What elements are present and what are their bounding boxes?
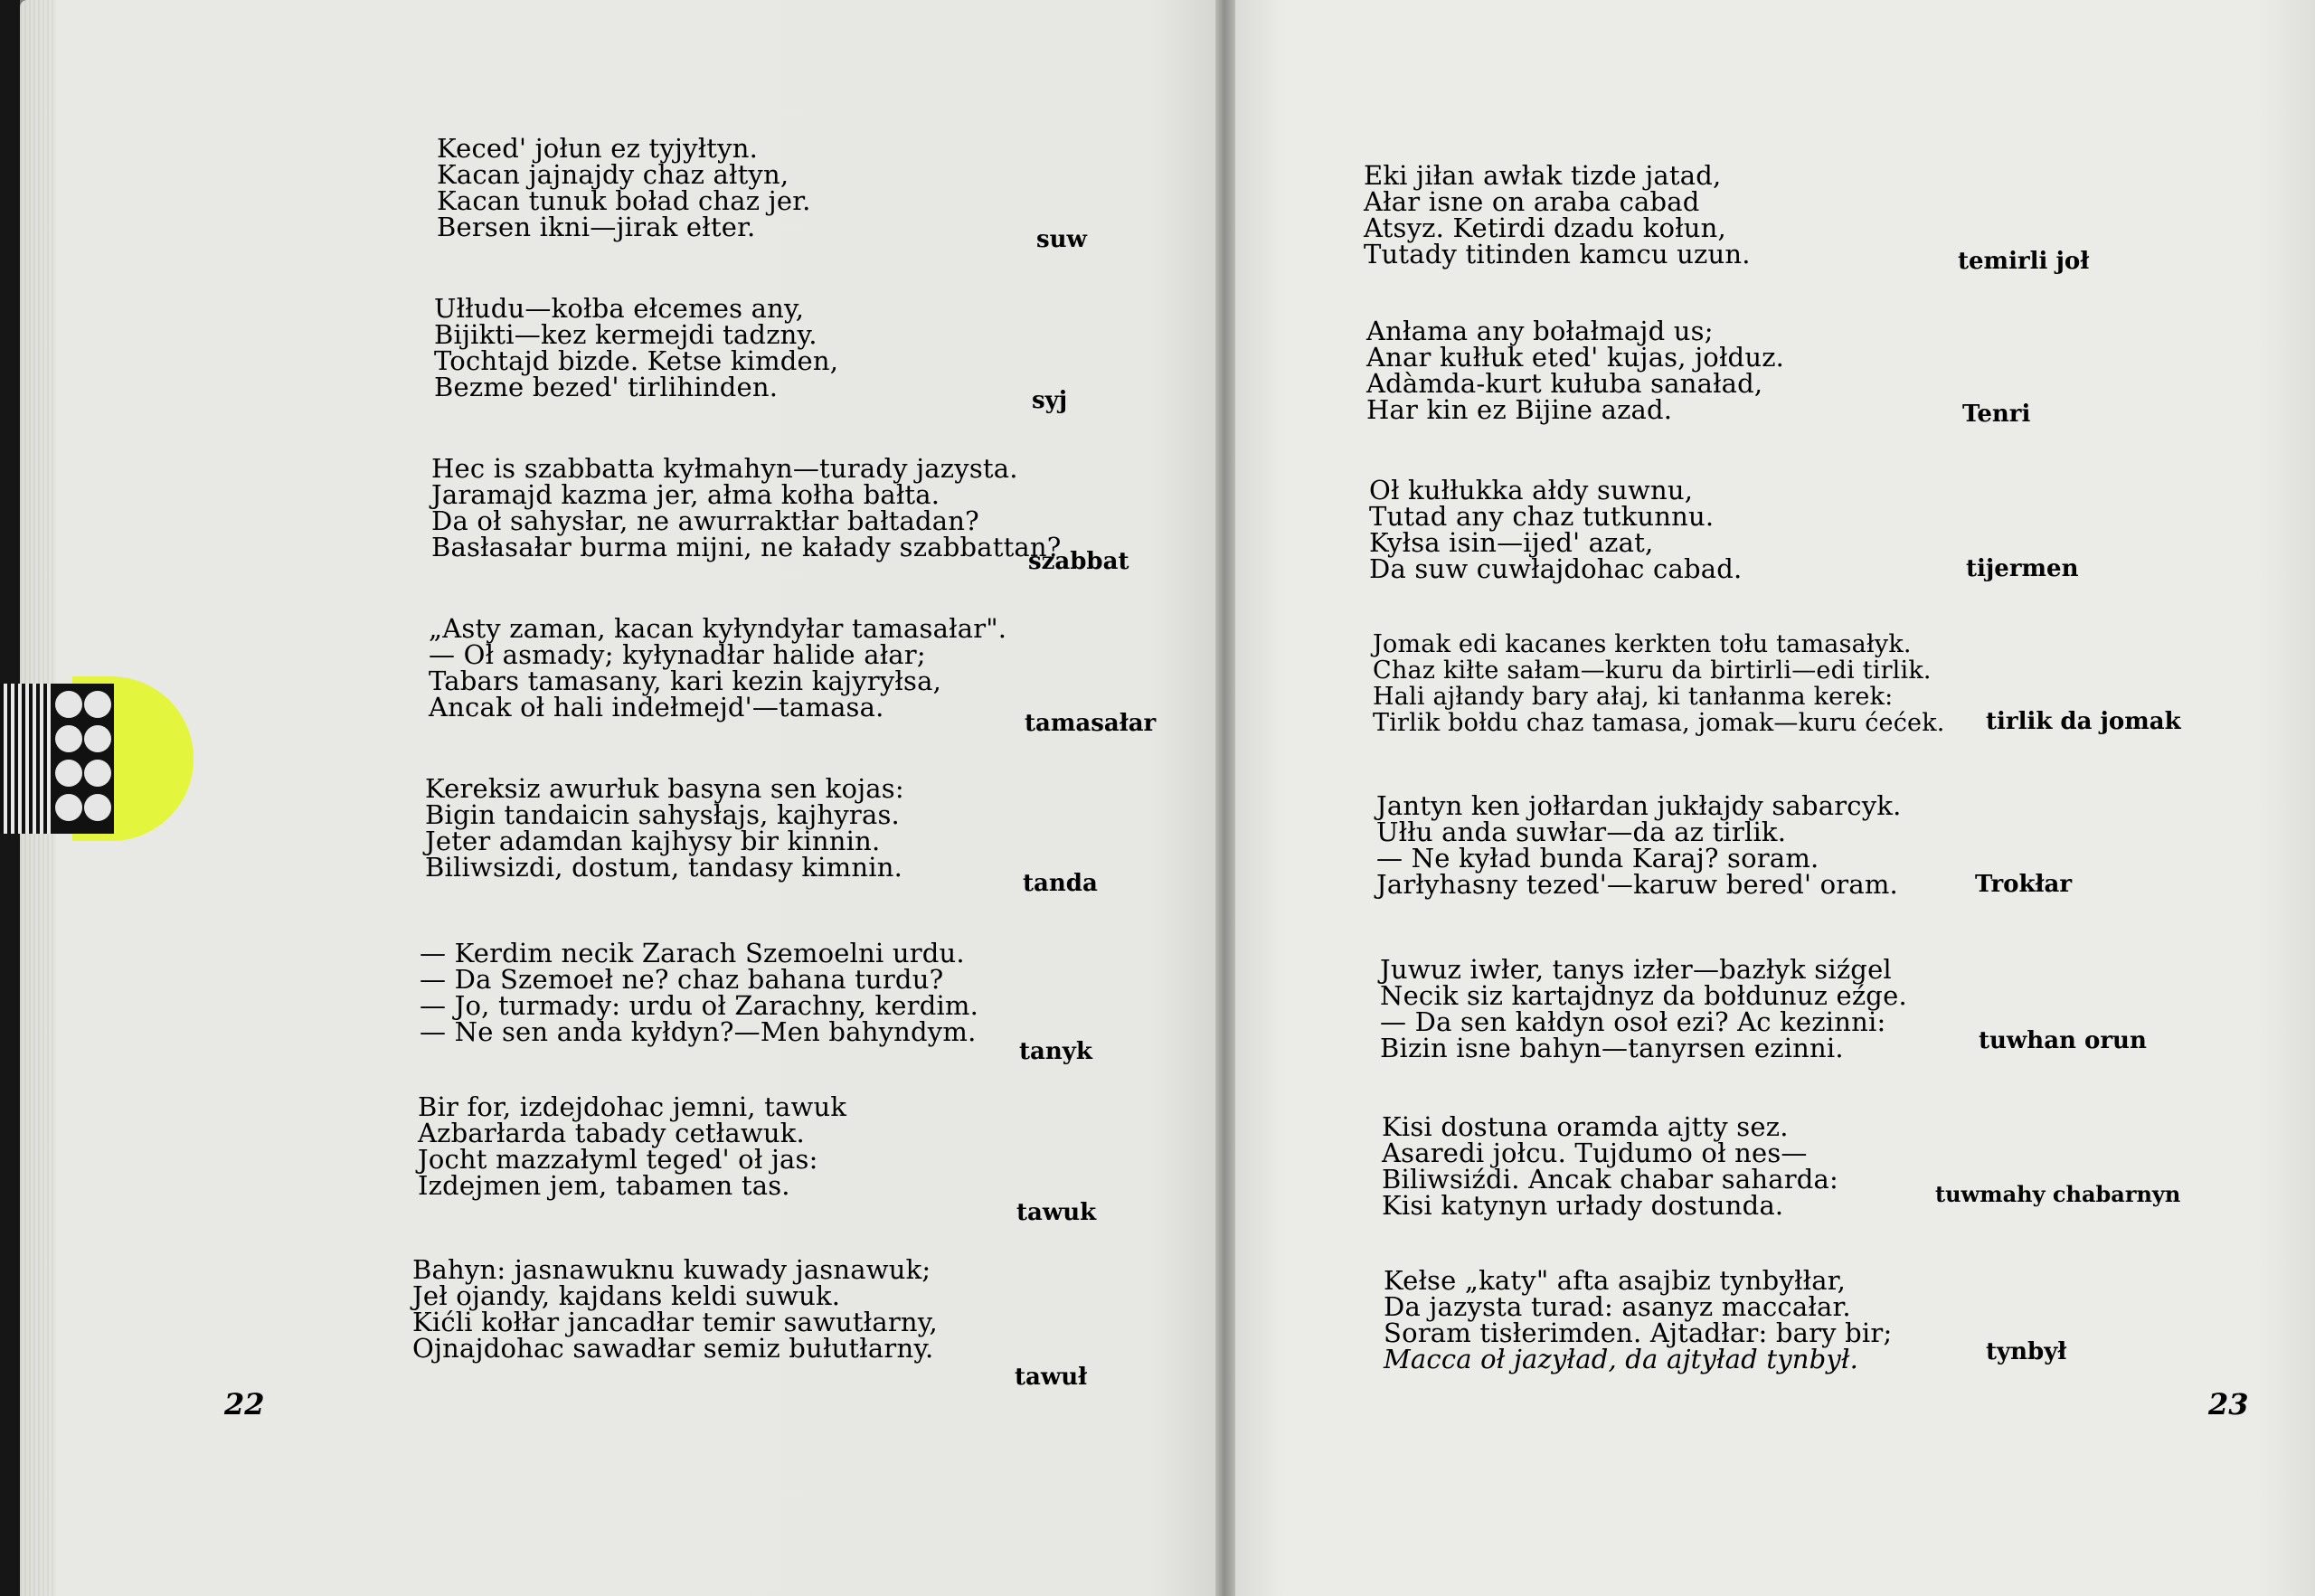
left-stanza-8	[412, 1254, 938, 1364]
verse-line: Da suw cuwłajdohac cabad.	[1369, 553, 1743, 584]
verse-line: Chaz kiłte sałam—kuru da birtirli—edi tirlik.	[1373, 656, 1932, 685]
right-stanza-4	[1373, 631, 1945, 736]
riddle-answer: tamasałar	[1025, 710, 1157, 737]
verse-line: Eki jiłan awłak tizde jatad,	[1364, 160, 1722, 191]
riddle-answer: szabbat	[1028, 548, 1129, 575]
verse-line: — Kerdim necik Zarach Szemoelni urdu.	[420, 938, 965, 968]
verse-line: Kisi katynyn urłady dostunda.	[1382, 1190, 1784, 1221]
verse-line: Kacan tunuk boład chaz jer.	[437, 185, 811, 216]
verse-line: Tutad any chaz tutkunnu.	[1369, 501, 1715, 532]
verse-line: Hec is szabbatta kyłmahyn—turady jazysta.	[431, 453, 1018, 484]
verse-line: Hali ajłandy bary ałaj, ki tanłanma kerek:	[1373, 683, 1894, 711]
left-stanza-5	[425, 773, 904, 883]
verse-line: Anar kułłuk eted' kujas, jołduz.	[1366, 342, 1785, 373]
verse-line: Biliwsiźdi. Ancak chabar saharda:	[1382, 1164, 1838, 1195]
right-stanza-5	[1376, 790, 1902, 900]
verse-line: Jarłyhasny tezed'—karuw bered' oram.	[1376, 869, 1898, 900]
verse-line: — Oł asmady; kyłynadłar halide ałar;	[429, 639, 926, 670]
riddle-answer: Tenri	[1962, 401, 2031, 428]
verse-line: Bigin tandaicin sahysłajs, kajhyras.	[425, 799, 900, 830]
verse-line: Har kin ez Bijine azad.	[1366, 394, 1673, 425]
verse-line: Bersen ikni—jirak ełter.	[437, 212, 756, 242]
riddle-answer: tijermen	[1966, 555, 2079, 582]
bookmark-stripes	[0, 684, 54, 834]
right-stanza-3	[1369, 477, 1742, 582]
verse-line: Basłasałar burma mijni, ne kaładу szabbattan?	[431, 532, 1062, 562]
verse-line: Biliwsizdi, dostum, tandasy kimnin.	[425, 852, 902, 883]
riddle-answer: Trokłar	[1975, 871, 2073, 898]
left-stanza-4	[429, 613, 1007, 722]
verse-line: Jeł ojandy, kajdans keldi suwuk.	[412, 1280, 841, 1311]
verse-line: Ancak oł hali indełmejd'—tamasa.	[429, 692, 884, 722]
verse-line: Bizin isne bahyn—tanyrsen ezinni.	[1380, 1033, 1844, 1063]
verse-line: Izdejmen jem, tabamen tas.	[418, 1170, 790, 1201]
verse-line: Soram tisłerimden. Ajtadłar: bary bir;	[1384, 1317, 1893, 1348]
riddle-answer: tuwhan orun	[1979, 1027, 2147, 1054]
riddle-answer: temirli joł	[1958, 248, 2090, 275]
verse-line: Jeter adamdan kajhysy bir kinnin.	[425, 826, 881, 856]
verse-line: Oł kułłukka ałdy suwnu,	[1369, 475, 1694, 505]
verse-line: Jocht mazzałyml teged' oł jas:	[418, 1144, 818, 1175]
verse-line: Anłama any bołałmajd us;	[1366, 316, 1714, 346]
riddle-answer: tanyk	[1019, 1038, 1092, 1065]
verse-line: Bijikti—kez kermejdi tadzny.	[434, 319, 817, 350]
verse-line: Keced' jołun ez tyjyłtyn.	[437, 133, 759, 164]
verse-line: Kićli kołłar jancadłar temir sawutłarny,	[412, 1307, 938, 1337]
verse-line: Atsyz. Ketirdi dzadu kołun,	[1364, 212, 1726, 243]
verse-line: Ułłudu—kołba ełcemes any,	[434, 293, 805, 324]
verse-line: Jantyn ken jołłardan jukłajdy sabarcyk.	[1376, 790, 1902, 821]
verse-line: Azbarłarda tabady cetławuk.	[418, 1118, 805, 1148]
right-stanza-6	[1380, 954, 1907, 1063]
bookmark[interactable]	[0, 676, 194, 841]
verse-line: Adàmda-kurt kułuba sanaład,	[1366, 368, 1763, 399]
verse-line: Necik siz kartajdnyz da bołdunuz eźge.	[1380, 980, 1907, 1011]
riddle-answer: tynbył	[1986, 1338, 2067, 1365]
right-stanza-1	[1364, 160, 1751, 269]
verse-line: Tabars tamasany, kari kezin kajyryłsa,	[429, 666, 942, 696]
verse-line: — Jo, turmady: urdu oł Zarachny, kerdim.	[420, 990, 979, 1021]
verse-line: Kereksiz awurłuk basyna sen kojas:	[425, 773, 904, 804]
riddle-answer: tanda	[1023, 870, 1098, 897]
left-stanza-7	[418, 1091, 847, 1201]
page-number-right: 23	[2208, 1387, 2249, 1421]
riddle-answer: syj	[1032, 387, 1068, 414]
verse-line: Macca oł jazyład, da ajtyład tynbył.	[1384, 1344, 1859, 1374]
left-stanza-6	[420, 940, 978, 1045]
bookmark-dot-pattern	[51, 684, 114, 834]
verse-line: Da oł sahysłar, ne awurraktłar bałtadan?	[431, 505, 979, 536]
left-stanza-1	[437, 133, 811, 242]
verse-line: Ałar isne on araba cabad	[1364, 186, 1700, 217]
verse-line: Bir for, izdejdohac jemni, tawuk	[418, 1091, 847, 1122]
riddle-answer: tirlik da jomak	[1986, 708, 2181, 735]
right-stanza-8	[1384, 1265, 1893, 1374]
riddle-answer: tawuk	[1016, 1199, 1097, 1226]
left-stanza-2	[434, 293, 839, 402]
verse-line: — Da Szemoeł ne? chaz bahana turdu?	[420, 964, 944, 995]
riddle-answer: tawuł	[1015, 1364, 1088, 1391]
right-stanza-7	[1382, 1111, 1838, 1221]
verse-line: — Da sen kałdyn osoł ezi? Ac kezinni:	[1380, 1006, 1886, 1037]
page-number-left: 22	[224, 1387, 265, 1421]
verse-line: Tutady titinden kamcu uzun.	[1364, 239, 1751, 269]
book-gutter	[1215, 0, 1235, 1596]
right-stanza-2	[1366, 318, 1784, 423]
riddle-answer: suw	[1036, 226, 1087, 253]
verse-line: — Ne sen anda kyłdyn?—Men bahyndym.	[420, 1016, 977, 1047]
left-stanza-3	[431, 453, 1062, 562]
verse-line: „Asty zaman, kacan kyłyndyłar tamasałar".	[429, 613, 1007, 644]
verse-line: Da jazysta turad: asanyz maccałar.	[1384, 1291, 1851, 1322]
verse-line: Tochtajd bizde. Ketse kimden,	[434, 345, 839, 376]
verse-line: Kisi dostuna oramda ajtty sez.	[1382, 1111, 1789, 1142]
verse-line: Kyłsa isin—ijed' azat,	[1369, 527, 1654, 558]
verse-line: Jomak edi kacanes kerkten tołu tamasałyk.	[1373, 630, 1912, 658]
verse-line: Asaredi jołcu. Tujdumo oł nes—	[1382, 1138, 1808, 1168]
verse-line: Jaramajd kazma jer, ałma kołha bałta.	[431, 479, 940, 510]
verse-line: Tirlik bołdu chaz tamasa, jomak—kuru ćećek.	[1373, 709, 1945, 737]
verse-line: — Ne kyład bunda Karaj? soram.	[1376, 843, 1819, 874]
verse-line: Juwuz iwłer, tanys izłer—bazłyk siźgel	[1380, 954, 1892, 985]
verse-line: Bezme bezed' tirlihinden.	[434, 372, 779, 402]
riddle-answer: tuwmahy chabarnyn	[1935, 1181, 2181, 1207]
verse-line: Bahyn: jasnawuknu kuwady jasnawuk;	[412, 1254, 931, 1285]
verse-line: Ułłu anda suwłar—da az tirlik.	[1376, 817, 1787, 847]
verse-line: Kacan jajnajdy chaz ałtyn,	[437, 159, 789, 190]
verse-line: Ojnajdohac sawadłar semiz bułutłarny.	[412, 1333, 934, 1364]
verse-line: Kełse „katy" afta asajbiz tynbyłłar,	[1384, 1265, 1847, 1296]
